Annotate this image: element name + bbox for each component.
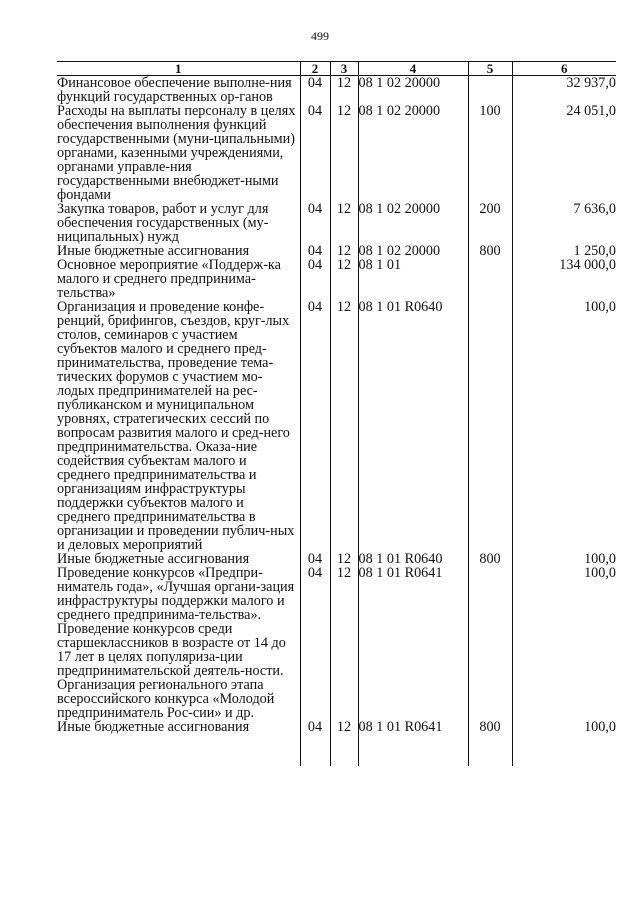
table-row <box>57 244 616 258</box>
table-row <box>57 76 616 105</box>
col-header-1: 1 <box>57 62 300 76</box>
row-target-article: 08 1 02 20000 <box>358 76 468 105</box>
row-name: Проведение конкурсов «Предпри-ниматель года», «Лучшая органи-зация инфраструктуры поддержки малого и среднего предпринима-тельства». Проведение конкурсов среди старшеклассников в возрасте от 14 до 17 лет в целях популяриза-ции предпринимательской деятель-ности. Организация регионального этапа всероссийского конкурса «Молодой предприниматель Рос-сии» и др. <box>57 566 300 720</box>
table-row <box>57 258 616 300</box>
table-row <box>57 202 616 244</box>
row-name: Организация и проведение конфе-ренций, брифингов, съездов, круг-лых столов, семинаров с участием субъектов малого и среднего пред-принимательства, проведение тема-тических форумов с участием мо-лодых предпринимателей на рес-публиканском и муниципальном уровнях, стратегических сессий по вопросам развития малого и сред-него предпринимательства. Оказа-ние содействия субъектам малого и среднего предпринимательства и организациям инфраструктуры поддержки субъектов малого и среднего предпринимательства в организации и проведении публич-ных и деловых мероприятий <box>57 300 300 552</box>
row-subsection: 12 <box>330 258 358 300</box>
row-sum: 100,0 <box>512 300 616 552</box>
row-subsection: 12 <box>330 76 358 105</box>
row-subsection: 12 <box>330 566 358 720</box>
table-row <box>57 720 616 766</box>
row-expense-type: 100 <box>468 104 512 202</box>
page-number: 499 <box>311 29 329 43</box>
row-subsection: 12 <box>330 552 358 566</box>
row-target-article: 08 1 02 20000 <box>358 104 468 202</box>
row-target-article: 08 1 02 20000 <box>358 244 468 258</box>
row-name: Иные бюджетные ассигнования <box>57 720 300 766</box>
row-name: Иные бюджетные ассигнования <box>57 552 300 566</box>
row-subsection: 12 <box>330 300 358 552</box>
row-subsection: 12 <box>330 720 358 766</box>
row-name: Основное мероприятие «Поддерж-ка малого и среднего предпринима-тельства» <box>57 258 300 300</box>
row-section: 04 <box>300 104 330 202</box>
row-name: Расходы на выплаты персоналу в целях обеспечения выполнения функций государственными (муни-ципальными) органами, казенными учреждениями, органами управле-ния государственными внебюджет-ными фондами <box>57 104 300 202</box>
row-expense-type: 800 <box>468 720 512 766</box>
row-sum: 100,0 <box>512 552 616 566</box>
row-subsection: 12 <box>330 244 358 258</box>
table-row <box>57 552 616 566</box>
row-sum: 7 636,0 <box>512 202 616 244</box>
row-section: 04 <box>300 552 330 566</box>
row-target-article: 08 1 01 R0640 <box>358 552 468 566</box>
row-sum: 24 051,0 <box>512 104 616 202</box>
col-header-5: 5 <box>468 62 512 76</box>
row-subsection: 12 <box>330 104 358 202</box>
row-expense-type: 200 <box>468 202 512 244</box>
row-target-article: 08 1 01 R0641 <box>358 720 468 766</box>
row-subsection: 12 <box>330 202 358 244</box>
row-expense-type: 800 <box>468 552 512 566</box>
row-sum: 32 937,0 <box>512 76 616 105</box>
col-header-2: 2 <box>300 62 330 76</box>
row-section: 04 <box>300 566 330 720</box>
col-header-3: 3 <box>330 62 358 76</box>
row-target-article: 08 1 01 R0641 <box>358 566 468 720</box>
row-sum: 1 250,0 <box>512 244 616 258</box>
row-section: 04 <box>300 76 330 105</box>
table-row <box>57 104 616 202</box>
row-target-article: 08 1 01 R0640 <box>358 300 468 552</box>
col-header-6: 6 <box>512 62 616 76</box>
table-row <box>57 566 616 720</box>
row-name: Иные бюджетные ассигнования <box>57 244 300 258</box>
header-row <box>57 62 616 76</box>
row-target-article: 08 1 01 <box>358 258 468 300</box>
row-sum: 100,0 <box>512 566 616 720</box>
row-target-article: 08 1 02 20000 <box>358 202 468 244</box>
row-name: Закупка товаров, работ и услуг для обеспечения государственных (му-ниципальных) нужд <box>57 202 300 244</box>
row-section: 04 <box>300 244 330 258</box>
row-expense-type <box>468 76 512 105</box>
row-section: 04 <box>300 720 330 766</box>
row-expense-type: 800 <box>468 244 512 258</box>
row-section: 04 <box>300 300 330 552</box>
col-header-4: 4 <box>358 62 468 76</box>
row-expense-type <box>468 258 512 300</box>
row-section: 04 <box>300 258 330 300</box>
row-sum: 134 000,0 <box>512 258 616 300</box>
table-row <box>57 300 616 552</box>
row-sum: 100,0 <box>512 720 616 766</box>
row-expense-type <box>468 566 512 720</box>
row-name: Финансовое обеспечение выполне-ния функций государственных ор-ганов <box>57 76 300 105</box>
row-expense-type <box>468 300 512 552</box>
budget-table <box>57 61 616 766</box>
row-section: 04 <box>300 202 330 244</box>
